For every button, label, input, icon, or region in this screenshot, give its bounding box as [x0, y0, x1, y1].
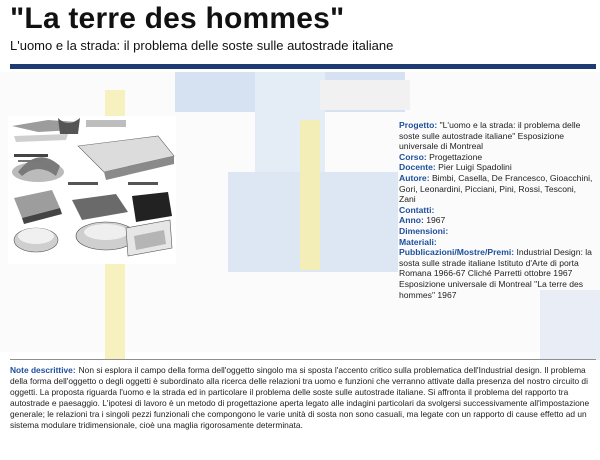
info-row-anno [399, 215, 595, 226]
info-label: Progetto: [399, 120, 438, 130]
decor-block [320, 80, 410, 110]
info-value: Industrial Design: la sosta sulle strade italiane Istituto d'Arte di porta Romana 1966-67 Cliché Parretti ottobre 1967 Esposizione universale di Montreal "La terre des hommes" 1967 [399, 247, 592, 300]
info-row-docente [399, 162, 595, 173]
header-rule [10, 64, 596, 69]
info-row-autore [399, 173, 595, 205]
descriptive-notes [10, 365, 596, 431]
info-row-progetto [399, 120, 595, 152]
project-info [399, 120, 595, 300]
info-value: 1967 [426, 215, 446, 226]
info-label: Dimensioni: [399, 225, 449, 236]
notes-label: Note descrittive: [10, 365, 76, 375]
page-subtitle: L'uomo e la strada: il problema delle soste sulle autostrade italiane [10, 38, 394, 53]
info-row-corso [399, 152, 595, 163]
info-row-dimensioni [399, 226, 595, 237]
info-label: Autore: [399, 172, 430, 183]
section-divider [10, 359, 596, 360]
info-value: Progettazione [429, 151, 483, 162]
page-title: "La terre des hommes" [10, 2, 345, 35]
info-row-pubblicazioni [399, 247, 595, 300]
info-value: "L'uomo e la strada: il problema delle soste sulle autostrade italiane" Esposizione universale di Montreal [399, 120, 581, 152]
info-row-materiali [399, 237, 595, 248]
decor-block [300, 120, 320, 270]
notes-text: Non si esplora il campo della forma dell'oggetto singolo ma si sposta l'accento critico sulla problematica dell'Industrial design. Il problema della forma dell'oggetto o degli oggetti è subordinato alla ricerca delle relazioni tra uomo e funzioni che verranno attivate dalla presenza del nostro circuito di oggetti. La proposta riguarda l'uomo e la strada ed in particolare il problema delle soste sulle autostrade italiane. Si affronta il problema del rapporto tra autostrade e paesaggio. L'ipotesi di lavoro è un metodo di progettazione aperta legato alle indagini particolari da svolgersi successivamente all'impostazione generale; le relazioni tra i singoli pezzi funzionali che compongono le varie unità di sosta non sono casuali, ma legate con un rapporto di cause effetto ad un sistema modulare tridimensionale, cioè una maglia rigorosamente determinata. [10, 365, 590, 430]
info-label: Materiali: [399, 236, 437, 247]
info-label: Docente: [399, 162, 436, 173]
info-label: Contatti: [399, 204, 435, 215]
info-value: Pier Luigi Spadolini [438, 162, 512, 173]
info-label: Anno: [399, 215, 424, 226]
decor-block [540, 290, 600, 360]
project-photo [8, 116, 176, 264]
info-label: Corso: [399, 151, 427, 162]
info-value: Bimbi, Casella, De Francesco, Gioacchini, Gori, Leonardini, Picciani, Pini, Rossi, Tesconi, Zani [399, 172, 593, 205]
info-label: Pubblicazioni/Mostre/Premi: [399, 247, 515, 258]
info-row-contatti [399, 205, 595, 216]
